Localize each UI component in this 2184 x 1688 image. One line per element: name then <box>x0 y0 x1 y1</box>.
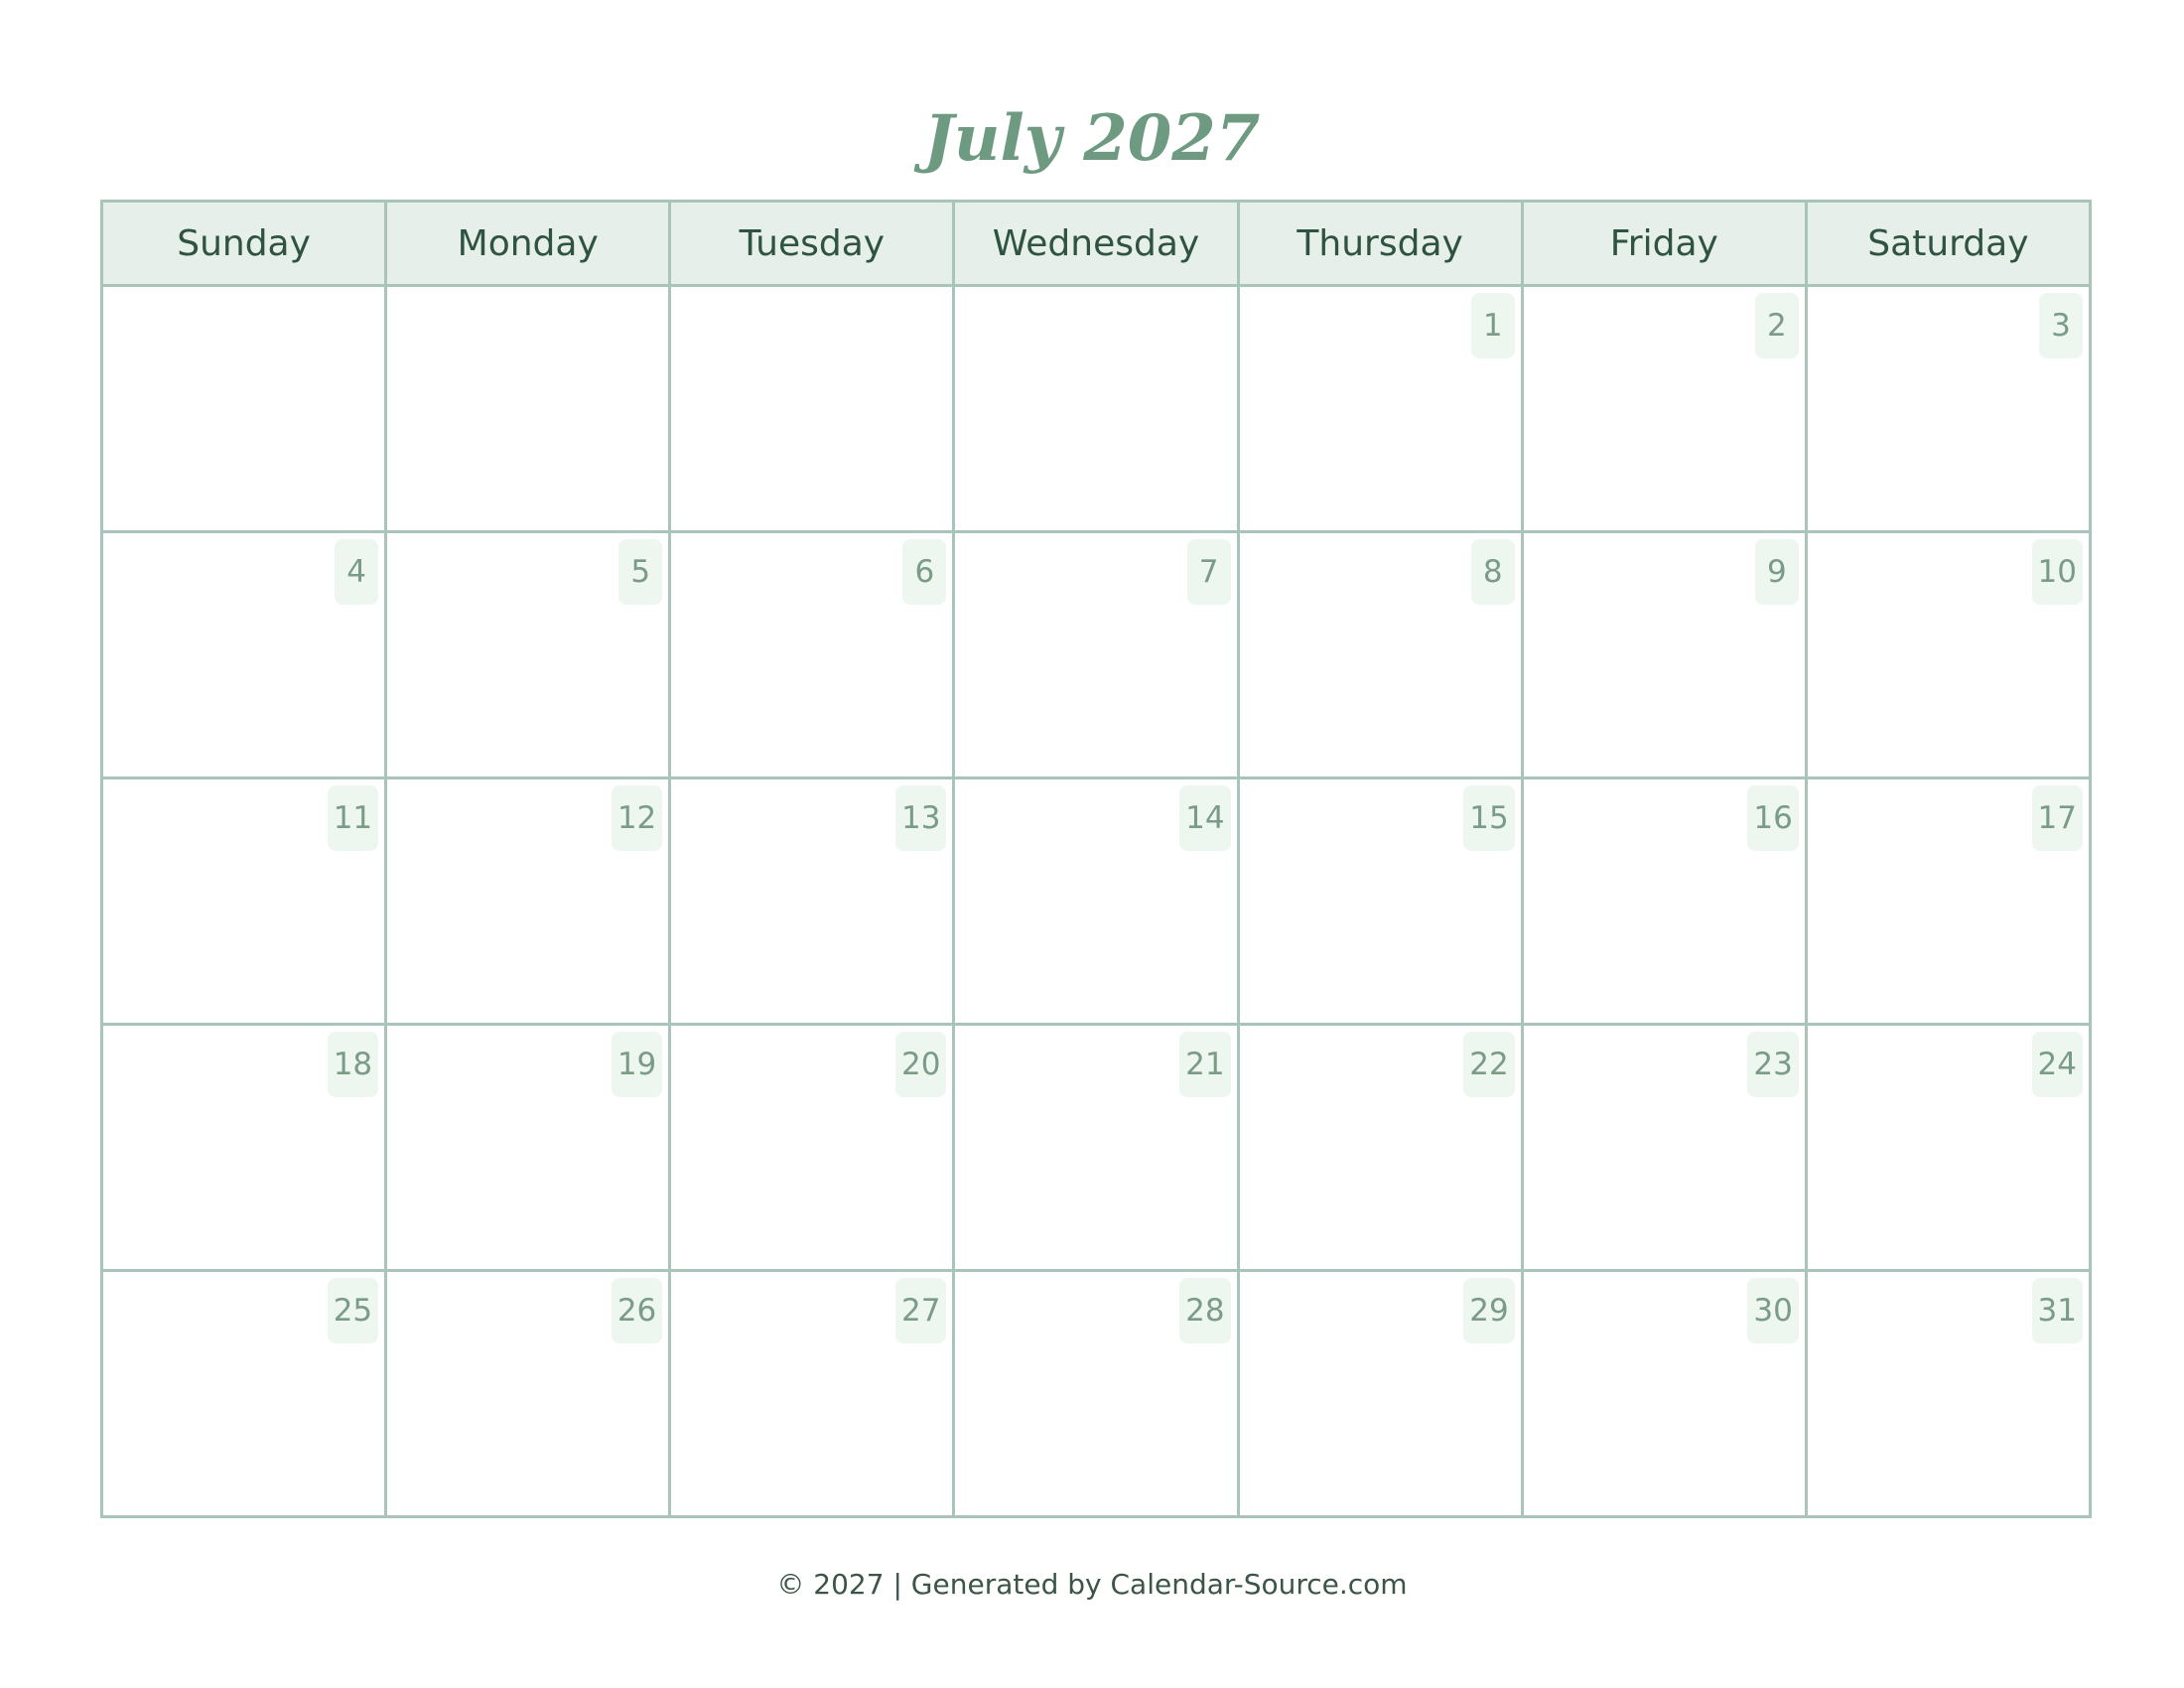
day-cell <box>954 1025 1238 1271</box>
week-row <box>102 1025 2091 1271</box>
day-number: 10 <box>2032 539 2083 605</box>
day-cell <box>954 532 1238 778</box>
day-number: 7 <box>1187 539 1231 605</box>
day-number: 15 <box>1463 785 1514 851</box>
day-number: 14 <box>1179 785 1230 851</box>
day-cell <box>386 532 670 778</box>
calendar-grid <box>100 200 2092 1518</box>
day-number: 29 <box>1463 1278 1514 1343</box>
day-cell <box>1806 1271 2090 1517</box>
weekday-header: Wednesday <box>954 202 1238 286</box>
footer-credit: © 2027 | Generated by Calendar-Source.com <box>776 1568 1408 1601</box>
day-number: 18 <box>328 1032 378 1097</box>
weekday-header: Sunday <box>102 202 386 286</box>
day-cell <box>102 286 386 532</box>
day-number: 31 <box>2032 1278 2083 1343</box>
day-cell <box>386 286 670 532</box>
day-number: 6 <box>902 539 946 605</box>
weekday-header: Friday <box>1522 202 1806 286</box>
day-cell <box>670 778 954 1025</box>
day-cell <box>954 778 1238 1025</box>
week-row <box>102 532 2091 778</box>
day-cell <box>1238 778 1522 1025</box>
weekday-header: Saturday <box>1806 202 2090 286</box>
weekday-header: Monday <box>386 202 670 286</box>
weekday-header: Thursday <box>1238 202 1522 286</box>
day-number: 1 <box>1471 293 1515 358</box>
day-cell <box>1238 532 1522 778</box>
day-number: 19 <box>612 1032 662 1097</box>
day-number: 8 <box>1471 539 1515 605</box>
day-cell <box>386 1271 670 1517</box>
day-number: 4 <box>335 539 378 605</box>
day-number: 28 <box>1179 1278 1230 1343</box>
day-cell <box>1522 532 1806 778</box>
day-cell <box>670 1271 954 1517</box>
day-number: 9 <box>1755 539 1799 605</box>
day-cell <box>1238 1271 1522 1517</box>
day-cell <box>1806 532 2090 778</box>
day-cell <box>670 1025 954 1271</box>
day-cell <box>1522 286 1806 532</box>
day-number: 2 <box>1755 293 1799 358</box>
day-cell <box>1806 286 2090 532</box>
day-cell <box>102 1271 386 1517</box>
weekday-header: Tuesday <box>670 202 954 286</box>
day-cell <box>386 1025 670 1271</box>
day-cell <box>954 1271 1238 1517</box>
day-number: 30 <box>1747 1278 1798 1343</box>
day-number: 21 <box>1179 1032 1230 1097</box>
day-cell <box>670 532 954 778</box>
day-number: 3 <box>2039 293 2083 358</box>
day-cell <box>102 778 386 1025</box>
day-number: 24 <box>2032 1032 2083 1097</box>
day-number: 27 <box>895 1278 946 1343</box>
day-cell <box>1522 1025 1806 1271</box>
day-cell <box>670 286 954 532</box>
week-row <box>102 1271 2091 1517</box>
day-number: 17 <box>2032 785 2083 851</box>
day-cell <box>954 286 1238 532</box>
day-cell <box>1238 1025 1522 1271</box>
day-cell <box>1238 286 1522 532</box>
day-cell <box>1522 1271 1806 1517</box>
day-number: 5 <box>618 539 662 605</box>
day-number: 22 <box>1463 1032 1514 1097</box>
day-cell <box>386 778 670 1025</box>
week-row <box>102 286 2091 532</box>
day-number: 16 <box>1747 785 1798 851</box>
day-cell <box>1522 778 1806 1025</box>
day-number: 23 <box>1747 1032 1798 1097</box>
day-cell <box>102 532 386 778</box>
day-number: 25 <box>328 1278 378 1343</box>
day-number: 26 <box>612 1278 662 1343</box>
day-number: 12 <box>612 785 662 851</box>
day-number: 13 <box>895 785 946 851</box>
day-number: 11 <box>328 785 378 851</box>
day-cell <box>1806 1025 2090 1271</box>
week-row <box>102 778 2091 1025</box>
weekday-header-row <box>102 202 2091 286</box>
day-cell <box>1806 778 2090 1025</box>
day-cell <box>102 1025 386 1271</box>
calendar-title: July 2027 <box>923 101 1261 176</box>
day-number: 20 <box>895 1032 946 1097</box>
